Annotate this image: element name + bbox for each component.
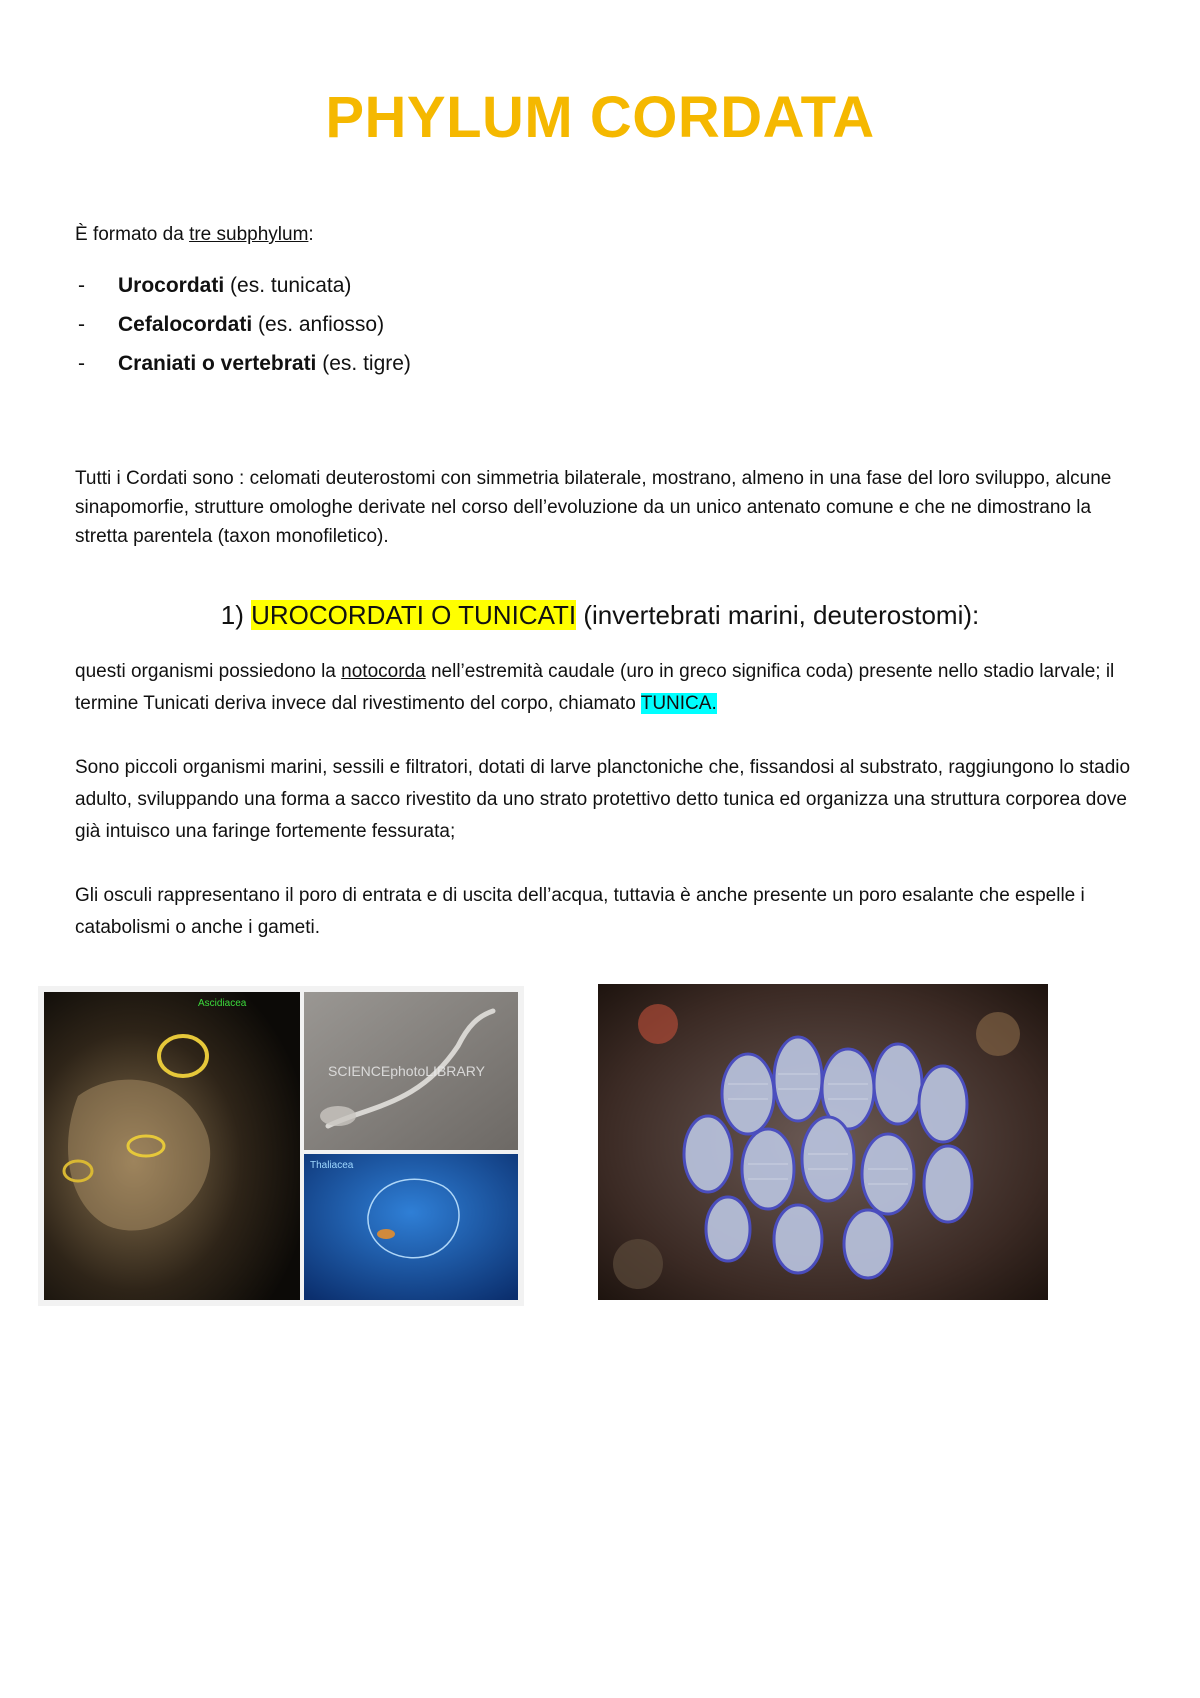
paragraph-osculi: Gli osculi rappresentano il poro di entrata e di uscita dell’acqua, tuttavia è anche presente un poro esalante che espelle i catabolismi o anche i gameti. <box>75 885 1085 938</box>
ascidiacea-label: Ascidiacea <box>198 998 247 1009</box>
list-item: - Urocordati (es. tunicata) <box>78 274 352 297</box>
page-title: PHYLUM CORDATA <box>325 85 875 150</box>
paragraph-description: Sono piccoli organismi marini, sessili e filtratori, dotati di larve planctoniche che, fissandosi al substrato, raggiungono lo stadio adulto, sviluppando una forma a sacco rivestito da uno strato protettivo detto tunica ed organizza una struttura corporea dove già intuisco una faringe fortemente fessurata; <box>75 757 1131 842</box>
paragraph-notocorda: questi organismi possiedono la notocorda nell’estremità caudale (uro in greco significa coda) presente nello stadio larvale; il termine Tunicati deriva invece dal rivestimento del corpo, chiamato TUNICA. <box>75 661 1115 714</box>
section-heading: 1) UROCORDATI O TUNICATI (invertebrati marini, deuterostomi): <box>220 600 980 630</box>
heading-highlight: UROCORDATI O TUNICATI <box>251 600 577 630</box>
thaliacea-label: Thaliacea <box>310 1160 354 1171</box>
watermark-label: SCIENCEphotoLIBRARY <box>328 1063 485 1079</box>
intro-underlined: tre subphylum <box>189 224 309 245</box>
paragraph-cordati: Tutti i Cordati sono : celomati deuterostomi con simmetria bilaterale, mostrano, almeno in una fase del loro sviluppo, alcune sinapomorfie, strutture omologhe derivate nel corso dell’evoluzione da un unico antenato comune e che ne dimostrano la stretta parentela (taxon monofiletico). <box>75 468 1112 547</box>
tunicate-collage-image <box>38 986 524 1306</box>
intro-line: È formato da tre subphylum: <box>75 224 314 245</box>
tunica-highlight: TUNICA. <box>640 693 717 714</box>
list-item: - Craniati o vertebrati (es. tigre) <box>78 352 411 375</box>
list-item: - Cefalocordati (es. anfiosso) <box>78 313 385 336</box>
blue-tunicates-photo <box>598 984 1048 1300</box>
subphylum-list <box>78 274 411 391</box>
